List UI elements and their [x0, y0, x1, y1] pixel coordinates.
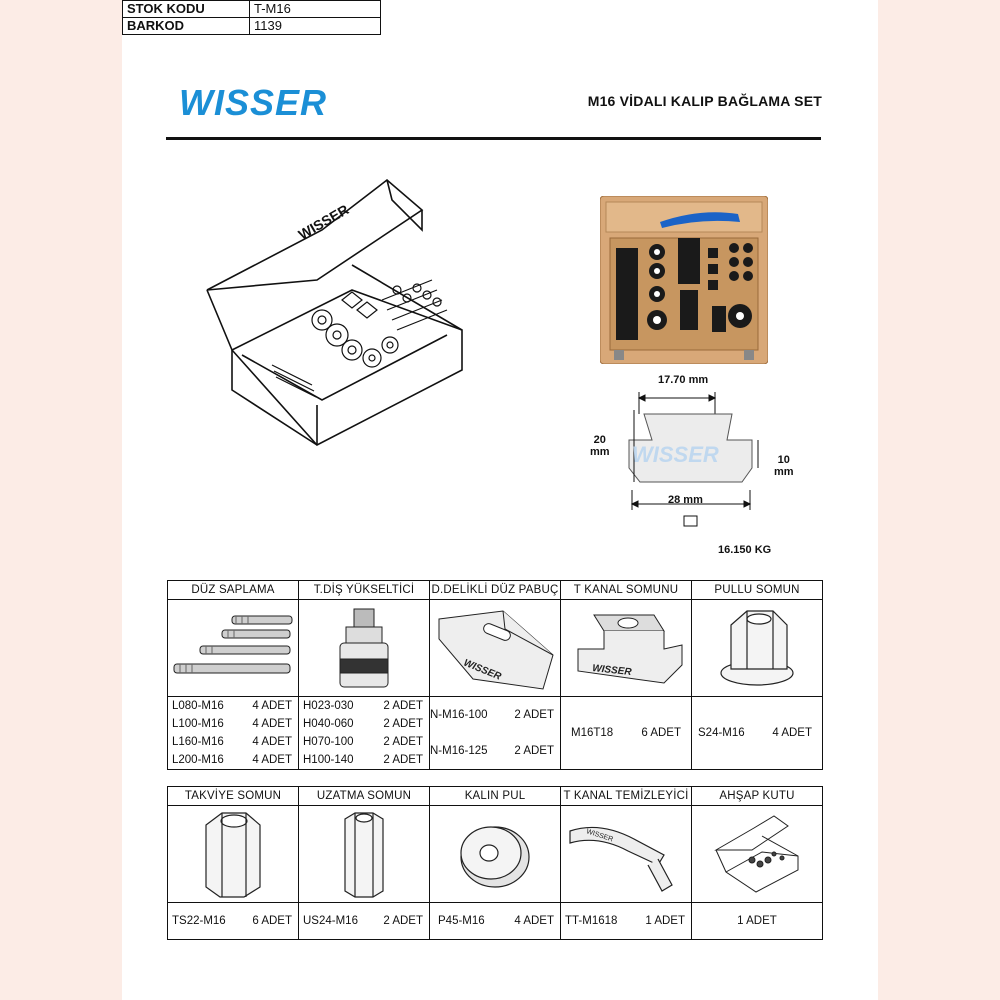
list-item: M16T18 6 ADET [571, 727, 681, 739]
header-rule [166, 137, 821, 140]
list-item: H070-100 2 ADET [303, 736, 423, 748]
list-item: H100-140 2 ADET [303, 754, 423, 766]
flange-nut-qty-cell [692, 697, 823, 770]
t-slot-cleaner-image [561, 806, 692, 903]
top-width-label: 17.70 mm [658, 374, 709, 386]
header-kalin-pul: KALIN PUL [430, 787, 561, 806]
list-item: TT-M1618 1 ADET [565, 915, 685, 927]
list-item: N-M16-125 2 ADET [430, 745, 554, 757]
box-qty-cell: 1 ADET [692, 903, 823, 940]
list-item: H040-060 2 ADET [303, 718, 423, 730]
t-slot-nut-image [561, 600, 692, 697]
stock-row [123, 1, 381, 18]
box-logo-text: WISSER [295, 201, 352, 243]
catalog-page [122, 0, 878, 1000]
list-item: TS22-M16 6 ADET [172, 915, 292, 927]
left-height-label: 20 mm [590, 434, 610, 458]
t-slot-dimension-drawing [582, 370, 822, 540]
wooden-case-photo [600, 196, 768, 364]
flange-nut-image [692, 600, 823, 697]
bottom-width-label: 28 mm [668, 494, 703, 506]
svg-text:WISSER: WISSER [461, 657, 503, 683]
barcode-key: BARKOD [123, 18, 250, 35]
list-item: L160-M16 4 ADET [172, 736, 292, 748]
header-uzatma-somun: UZATMA SOMUN [299, 787, 430, 806]
list-item: S24-M16 4 ADET [698, 727, 812, 739]
barcode-row [123, 18, 381, 35]
svg-text:WISSER: WISSER [591, 663, 633, 679]
header-pullu-somun: PULLU SOMUN [692, 581, 823, 600]
stock-value: T-M16 [250, 1, 381, 18]
svg-text:WISSER: WISSER [179, 82, 328, 122]
reinforcement-qty-cell [168, 903, 299, 940]
stock-key: STOK KODU [123, 1, 250, 18]
list-item: N-M16-100 2 ADET [430, 709, 554, 721]
stock-table [122, 0, 381, 35]
total-weight: 16.150 KG [718, 544, 772, 556]
header-pabuc: D.DELİKLİ DÜZ PABUÇ [430, 581, 561, 600]
svg-text:WISSER: WISSER [585, 828, 614, 844]
coupling-nut-image [299, 806, 430, 903]
extension-piece-image [299, 600, 430, 697]
list-item: L100-M16 4 ADET [172, 718, 292, 730]
wooden-box-icon-image [692, 806, 823, 903]
page-title: M16 VİDALI KALIP BAĞLAMA SET [587, 93, 822, 109]
clamp-pad-image [430, 600, 561, 697]
barcode-value: 1139 [250, 18, 381, 35]
box-line-drawing [202, 170, 472, 455]
header-t-kanal-temizleyici: T KANAL TEMİZLEYİCİ [561, 787, 692, 806]
cleaner-qty-cell [561, 903, 692, 940]
washer-qty-cell [430, 903, 561, 940]
header-t-kanal-somunu: T KANAL SOMUNU [561, 581, 692, 600]
header-ahsap-kutu: AHŞAP KUTU [692, 787, 823, 806]
parts-table-2 [167, 786, 823, 940]
parts-table-1 [167, 580, 823, 770]
list-item: L080-M16 4 ADET [172, 700, 292, 712]
reinforcement-nut-image [168, 806, 299, 903]
list-item: P45-M16 4 ADET [438, 915, 554, 927]
header-duz-saplama: DÜZ SAPLAMA [168, 581, 299, 600]
thick-washer-image [430, 806, 561, 903]
extension-qty-cell [299, 697, 430, 770]
t-nut-qty-cell [561, 697, 692, 770]
wisser-logo [177, 82, 392, 122]
header-yukseltici: T.DİŞ YÜKSELTİCİ [299, 581, 430, 600]
list-item: H023-030 2 ADET [303, 700, 423, 712]
list-item: US24-M16 2 ADET [303, 915, 423, 927]
coupling-qty-cell [299, 903, 430, 940]
svg-text:WISSER: WISSER [632, 442, 719, 467]
list-item: L200-M16 4 ADET [172, 754, 292, 766]
right-height-label: 10 mm [774, 454, 794, 478]
pad-qty-cell [430, 697, 561, 770]
header-takviye-somun: TAKVİYE SOMUN [168, 787, 299, 806]
studs-image [168, 600, 299, 697]
studs-qty-cell [168, 697, 299, 770]
